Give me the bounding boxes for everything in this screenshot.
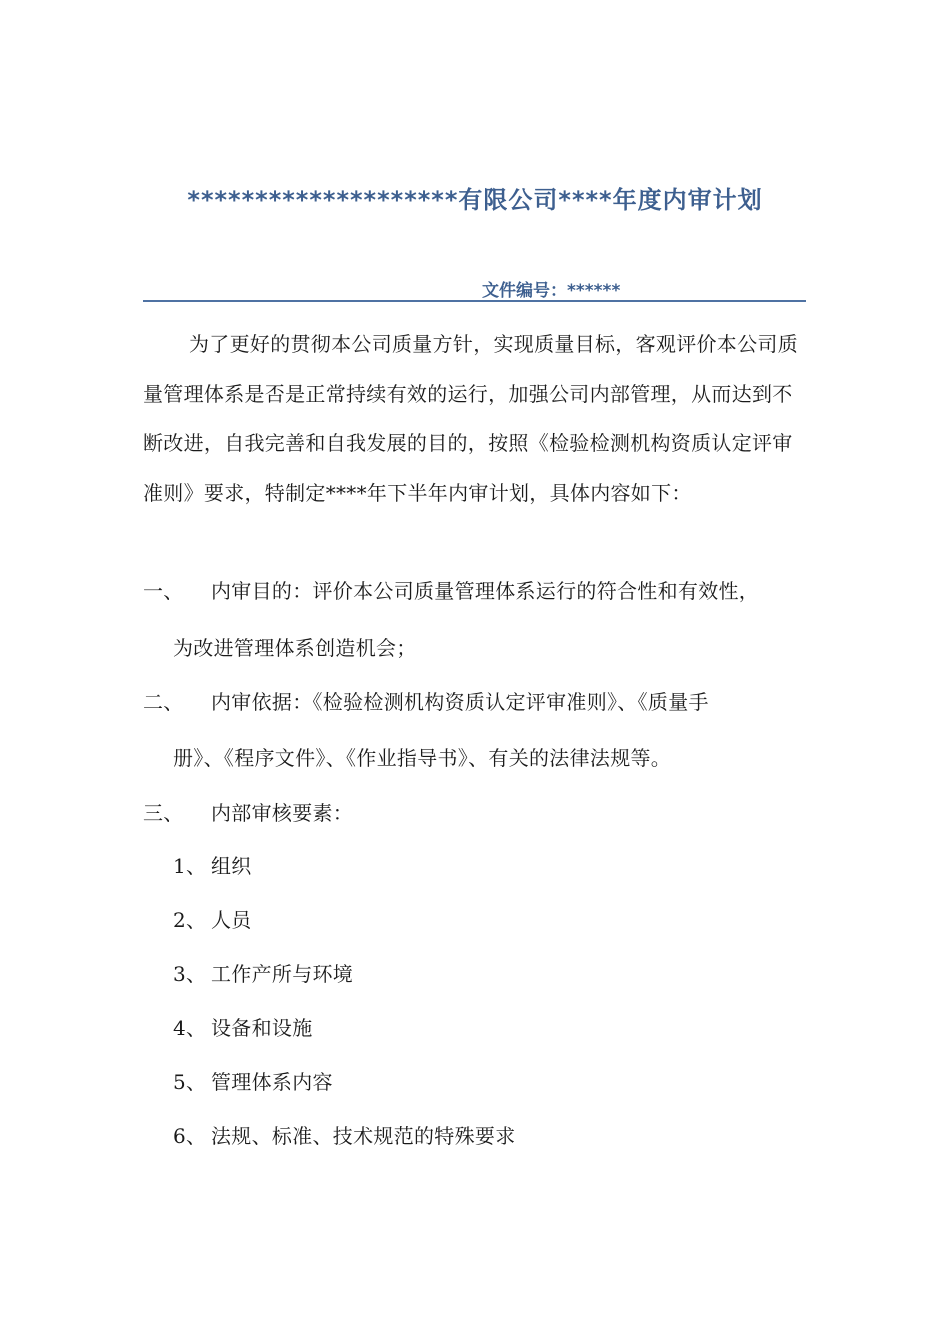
section-2-line1: 内审依据：《检验检测机构资质认定评审准则》、《质量手 xyxy=(211,690,709,714)
section-1 xyxy=(143,575,759,604)
list-item xyxy=(173,904,252,933)
list-item-number: 1、 xyxy=(173,854,207,878)
list-item-text: 工作产所与环境 xyxy=(211,962,354,986)
document-title: ********************有限公司****年度内审计划 xyxy=(187,186,763,214)
list-item-number: 4、 xyxy=(173,1016,207,1040)
section-1-line1: 内审目的：评价本公司质量管理体系运行的符合性和有效性， xyxy=(211,579,760,603)
section-2-number: 二、 xyxy=(143,690,184,714)
list-item xyxy=(173,1012,313,1041)
section-3 xyxy=(143,797,353,826)
list-item-number: 6、 xyxy=(173,1124,207,1148)
section-1-line2: 为改进管理体系创造机会； xyxy=(173,636,417,660)
list-item-text: 管理体系内容 xyxy=(211,1070,333,1094)
section-2-line2: 册》、《程序文件》、《作业指导书》、有关的法律法规等。 xyxy=(173,746,672,770)
list-item xyxy=(173,1066,333,1095)
section-2 xyxy=(143,686,709,715)
section-3-number: 三、 xyxy=(143,801,184,825)
intro-paragraph xyxy=(143,320,808,518)
header-divider xyxy=(143,300,806,302)
list-item xyxy=(173,958,353,987)
section-1-number: 一、 xyxy=(143,579,184,603)
list-item-number: 5、 xyxy=(173,1070,207,1094)
intro-text: 为了更好的贯彻本公司质量方针，实现质量目标，客观评价本公司质量管理体系是否是正常持续有效的运行，加强公司内部管理，从而达到不断改进，自我完善和自我发展的目的，按照《检验检测机构资质认定评审准则》要求，特制定****年下半年内审计划，具体内容如下： xyxy=(143,332,798,505)
list-item-text: 组织 xyxy=(211,854,252,878)
list-item xyxy=(173,850,252,879)
list-item xyxy=(173,1120,516,1149)
list-item-number: 3、 xyxy=(173,962,207,986)
list-item-text: 人员 xyxy=(211,908,252,932)
list-item-number: 2、 xyxy=(173,908,207,932)
list-item-text: 法规、标准、技术规范的特殊要求 xyxy=(211,1124,516,1148)
section-3-line1: 内部审核要素： xyxy=(211,801,354,825)
list-item-text: 设备和设施 xyxy=(211,1016,313,1040)
document-number: 文件编号：****** xyxy=(482,281,621,301)
